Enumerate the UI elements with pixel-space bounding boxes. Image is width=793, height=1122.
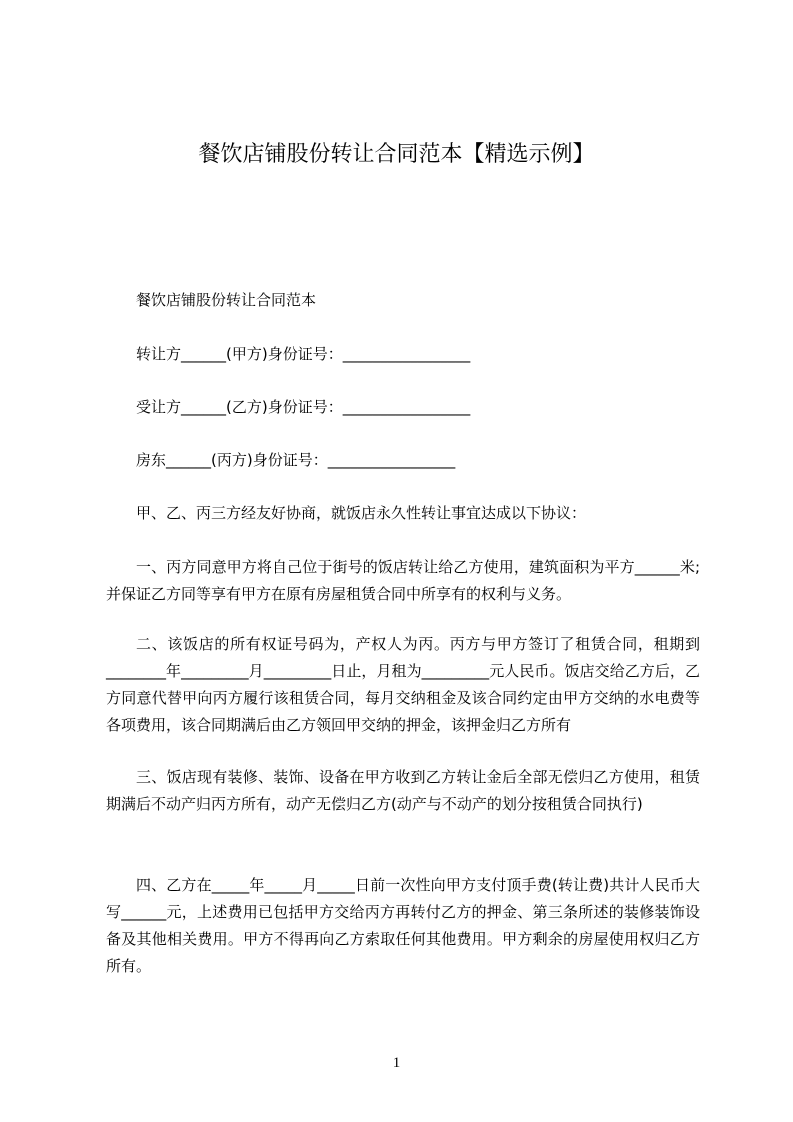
page-number: 1 <box>392 1055 401 1071</box>
transferee-line: 受让方______(乙方)身份证号：_________________ <box>136 398 471 416</box>
contract-subtitle: 餐饮店铺股份转让合同范本 <box>136 291 317 309</box>
clause-4: 四、乙方在_____年_____月_____日前一次性向甲方支付顶手费(转让费)共计人民币大写______元，上述费用已包括甲方交给丙方再转付乙方的押金、第三条所述的装修装饰设备及其他相关费用。甲方不得再向乙方索取任何其他费用。甲方剩余的房屋使用权归乙方所有。 <box>106 876 700 975</box>
clause-3: 三、饭店现有装修、装饰、设备在甲方收到乙方转让金后全部无偿归乙方使用，租赁期满后不动产归丙方所有，动产无偿归乙方(动产与不动产的划分按租赁合同执行) <box>106 768 700 813</box>
document-title: 餐饮店铺股份转让合同范本【精选示例】 <box>198 142 595 167</box>
transferor-line: 转让方______(甲方)身份证号：_________________ <box>136 345 471 363</box>
clause-2: 二、该饭店的所有权证号码为，产权人为丙。丙方与甲方签订了租赁合同，租期到________年_________月_________日止，月租为_________元人民币。饭店交给乙方后，乙方同意代替甲向丙方履行该租赁合同，每月交纳租金及该合同约定由甲方交纳的水电费等各项费用，该合同期满后由乙方领回甲交纳的押金，该押金归乙方所有 <box>106 635 700 734</box>
landlord-line: 房东______(丙方)身份证号：_________________ <box>136 451 456 469</box>
intro-paragraph: 甲、乙、丙三方经友好协商，就饭店永久性转让事宜达成以下协议： <box>136 504 587 522</box>
clause-1: 一、丙方同意甲方将自己位于街号的饭店转让给乙方使用，建筑面积为平方______米;并保证乙方同等享有甲方在原有房屋租赁合同中所享有的权利与义务。 <box>106 558 700 603</box>
